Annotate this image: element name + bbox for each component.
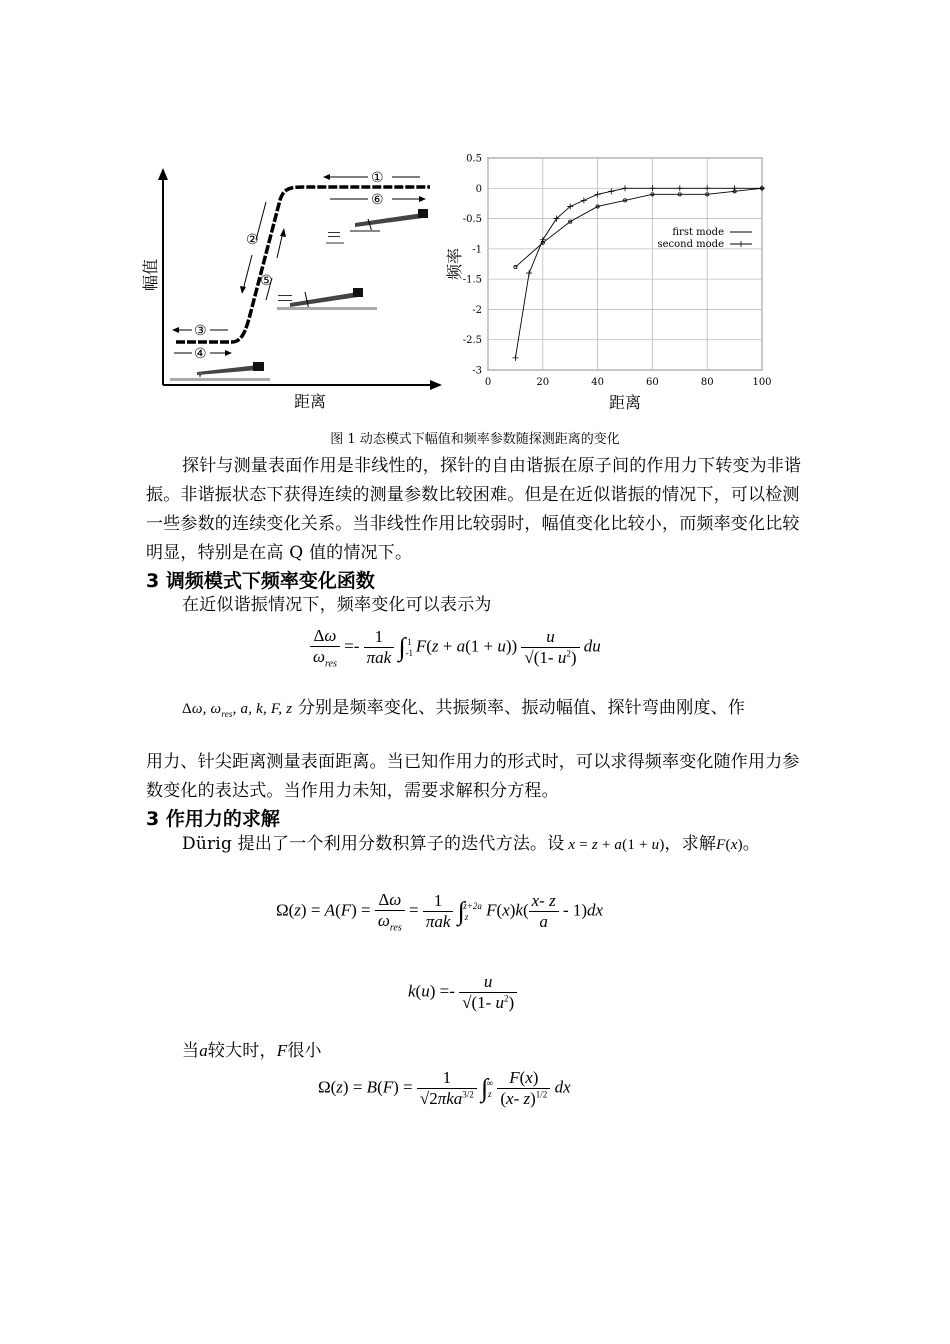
- paragraph-1: 探针与测量表面作用是非线性的，探针的自由谐振在原子间的作用力下转变为非谐振。非谐振状态下获得连续的测量参数比较困难。但是在近似谐振的情况下，可以检测一些参数的连续变化关系。当非线性作用比较弱时，幅值变化比较小，而频率变化比较明显，特别是在高 Q 值的情况下。: [146, 456, 802, 563]
- frequency-ylabel: 频率: [445, 247, 464, 281]
- paragraph-5: [182, 1036, 322, 1066]
- y-tick-label: -2.5: [462, 335, 482, 347]
- symbol-list: Δω, $\omega_{res}$, a, k, F, z: [182, 701, 293, 719]
- data-point-second-mode: [512, 355, 518, 361]
- section-heading-2: 3 作用力的求解: [146, 808, 280, 830]
- series-line-1: [515, 188, 762, 267]
- x-tick-label: 80: [700, 377, 714, 388]
- x-tick-label: 20: [536, 377, 550, 388]
- data-point-second-mode: [759, 185, 765, 191]
- frequency-chart: [440, 148, 790, 416]
- section-heading-1: 3 调频模式下频率变化函数: [146, 570, 375, 592]
- data-point-second-mode: [622, 185, 628, 191]
- frequency-xlabel: 距离: [608, 393, 642, 412]
- legend-label-1: first mode: [672, 227, 724, 238]
- amplitude-curve: [176, 187, 430, 342]
- paragraph-2: 在近似谐振情况下，频率变化可以表示为: [182, 595, 492, 615]
- symbol-a: a: [199, 1041, 208, 1060]
- data-point-second-mode: [732, 185, 738, 191]
- paragraph-4: [182, 830, 760, 860]
- y-tick-label: -2: [472, 304, 482, 316]
- paragraph-5-b: 较大时，: [207, 1041, 277, 1061]
- marker-3: ③: [194, 323, 207, 339]
- paragraph-4-b: ，求解: [664, 834, 717, 854]
- data-point-second-mode: [608, 188, 614, 194]
- data-point-second-mode: [649, 185, 655, 191]
- series-line-2: [515, 188, 762, 358]
- data-point-second-mode: [677, 185, 683, 191]
- figure-caption: 图 1 动态模式下幅值和频率参数随探测距离的变化: [330, 432, 620, 447]
- amplitude-xlabel: 距离: [293, 392, 327, 411]
- y-tick-label: 0.5: [466, 153, 482, 165]
- force-symbol: F(x): [716, 837, 743, 853]
- y-tick-label: -1.5: [462, 274, 482, 286]
- marker-1: ①: [371, 170, 384, 186]
- data-point-second-mode: [595, 191, 601, 197]
- x-tick-label: 0: [484, 377, 492, 388]
- y-tick-label: 0: [475, 183, 482, 195]
- marker-4: ④: [194, 346, 207, 362]
- paragraph-4-a: Dürig 提出了一个利用分数积算子的迭代方法。设: [182, 834, 565, 854]
- paragraph-5-a: 当: [182, 1041, 200, 1061]
- data-point-second-mode: [581, 197, 587, 203]
- cantilever-sketch-top: [326, 209, 428, 244]
- paragraph-4-c: 。: [742, 834, 760, 854]
- cantilever-sketch-middle: [277, 288, 377, 310]
- legend-label-2: second mode: [657, 239, 724, 250]
- x-tick-label: 40: [591, 377, 604, 388]
- y-axis-arrow: [158, 168, 168, 180]
- x-tick-label: 100: [752, 377, 772, 388]
- y-tick-label: -3: [472, 365, 482, 377]
- amplitude-ylabel: 幅值: [141, 258, 160, 292]
- x-tick-label: 60: [646, 377, 659, 388]
- amplitude-plot: [140, 160, 450, 420]
- equation-approximation: Ω(z) = B(F) = $\frac{1}{√2\pi ka^{3/2}}$ $\int_z^\infty$ $\frac{F(x)}{(x- z)^{1/2}}$ dx: [318, 1068, 571, 1108]
- equation-omega: Ω(z) = A(F) = $\frac{\Delta\omega}{\omega_{res}}$ = $\frac{1}{\text{πak}}$ $\int_z^{z+2a}$ F(x)k( $\frac{x- z}{a}$ - 1)dx: [276, 890, 604, 934]
- cantilever-sketch-bottom: [170, 362, 270, 381]
- data-point-second-mode: [540, 237, 546, 243]
- equation-frequency-shift: $\frac{\Delta\omega}{\omega_{res}}$ =- $\frac{1}{\text{πak}}$ $\int_{-1}^1$ F(z + a(1 + u)) $\frac{u}{√(1- u^2)}$ du: [310, 626, 601, 669]
- paragraph-3-continued: 用力、针尖距离测量表面距离。当已知作用力的形式时，可以求得频率变化随作用力参数变化的表达式。当作用力未知，需要求解积分方程。: [146, 752, 800, 801]
- marker-5: ⑤: [260, 273, 273, 289]
- equation-kernel: k(u) =- $\frac{u}{√(1- u^2)}$: [408, 972, 517, 1013]
- symbol-f: F: [276, 1041, 288, 1060]
- paragraph-5-c: 很小: [287, 1041, 322, 1061]
- substitution-formula: x = z + a(1 + u): [564, 837, 665, 853]
- data-point-second-mode: [704, 185, 710, 191]
- paragraph-3-tail: 分别是频率变化、共振频率、振动幅值、探针弯曲刚度、作: [297, 698, 746, 718]
- paragraph-3-first-line: [182, 694, 745, 729]
- marker-6: ⑥: [371, 192, 384, 208]
- marker-2: ②: [246, 232, 259, 248]
- data-point-second-mode: [526, 270, 532, 276]
- y-tick-label: -0.5: [462, 214, 482, 226]
- y-tick-label: -1: [472, 244, 482, 256]
